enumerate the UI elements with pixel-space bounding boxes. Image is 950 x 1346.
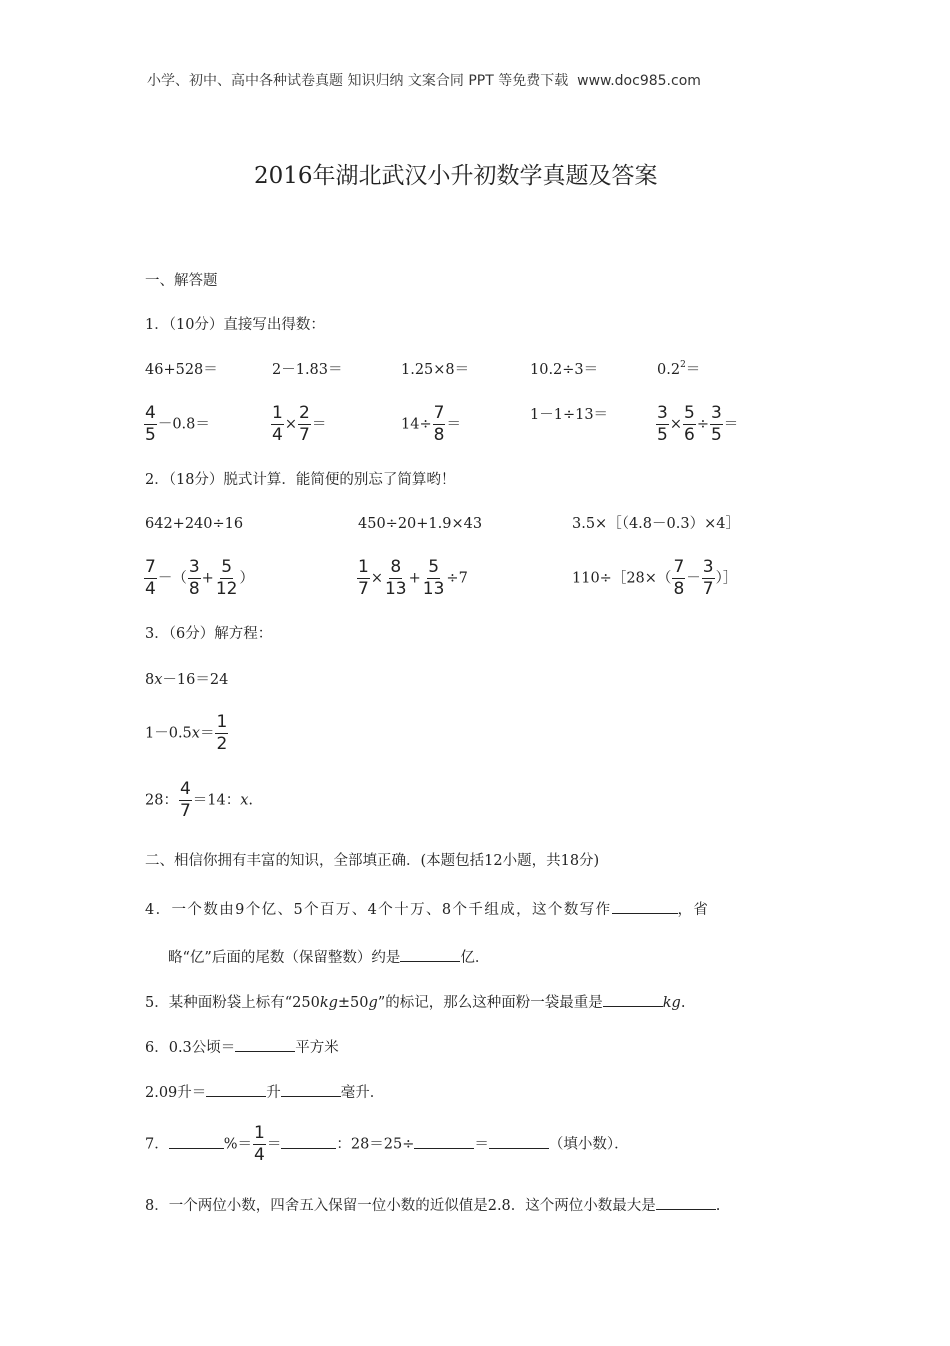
header-url[interactable]: www.doc985.com xyxy=(577,73,701,89)
fraction: $\frac{1}{4}$ xyxy=(272,403,283,445)
answer-blank[interactable] xyxy=(656,1194,716,1210)
q1-item-10: $\frac{3}{5}$ × $\frac{5}{6}$ ÷ $\frac{3}{5}$ ＝ xyxy=(657,403,739,445)
q3-equation-3: 28： $\frac{4}{7}$ ＝14：x. xyxy=(145,779,254,821)
q5: 5．某种面粉袋上标有“250kg±50g”的标记，那么这种面粉一袋最重是 kg. xyxy=(145,991,685,1012)
fraction: $\frac{7}{8}$ xyxy=(673,557,685,599)
q1-item-3: 1.25×8＝ xyxy=(401,362,470,378)
q2-item-2: 450÷20+1.9×43 xyxy=(358,516,483,532)
q2-label: 2．（18分）脱式计算．能简便的别忘了简算哟！ xyxy=(145,472,456,488)
q6: 6．0.3公顷＝ 平方米 xyxy=(145,1036,339,1057)
answer-blank[interactable] xyxy=(603,991,663,1007)
q2-item-4: $\frac{7}{4}$ －（ $\frac{3}{8}$ + $\frac{5}{12}$ ） xyxy=(145,557,254,599)
q8: 8．一个两位小数，四舍五入保留一位小数的近似值是2.8．这个两位小数最大是 . xyxy=(145,1194,720,1215)
fraction: $\frac{7}{8}$ xyxy=(433,403,445,445)
answer-blank[interactable] xyxy=(612,898,678,914)
q3-equation-1: 8x－16＝24 xyxy=(145,672,229,688)
fraction: $\frac{3}{5}$ xyxy=(657,403,668,445)
q4-line-1: 4．一个数由9个亿、5个百万、4个十万、8个千组成，这个数写作 ，省 xyxy=(145,898,709,919)
q1-label: 1．（10分）直接写出得数： xyxy=(145,317,325,333)
answer-blank[interactable] xyxy=(400,946,460,962)
answer-blank[interactable] xyxy=(169,1133,224,1149)
q1-item-2: 2－1.83＝ xyxy=(272,362,343,378)
fraction: $\frac{5}{12}$ xyxy=(215,557,238,599)
fraction: $\frac{7}{4}$ xyxy=(145,557,156,599)
fraction: $\frac{3}{7}$ xyxy=(702,557,714,599)
fraction: $\frac{5}{13}$ xyxy=(422,557,445,599)
q7: 7． %＝ $\frac{1}{4}$ ＝ ：28＝25÷ ＝ （填小数）． xyxy=(145,1123,629,1165)
page-title: 2016年湖北武汉小升初数学真题及答案 xyxy=(254,163,658,189)
q2-item-5: $\frac{1}{7}$ × $\frac{8}{13}$ + $\frac{5}{13}$ ÷7 xyxy=(358,557,468,599)
q1-item-8: 14÷ $\frac{7}{8}$ ＝ xyxy=(401,403,461,445)
fraction: $\frac{1}{4}$ xyxy=(254,1123,265,1165)
q3-label: 3．（6分）解方程： xyxy=(145,626,273,642)
fraction: $\frac{3}{5}$ xyxy=(710,403,722,445)
fraction: $\frac{2}{7}$ xyxy=(298,403,310,445)
fraction: $\frac{5}{6}$ xyxy=(683,403,695,445)
answer-blank[interactable] xyxy=(206,1081,266,1097)
section-1-heading: 一、解答题 xyxy=(145,273,218,289)
fraction: $\frac{4}{7}$ xyxy=(179,779,191,821)
q1-item-7: $\frac{1}{4}$ × $\frac{2}{7}$ ＝ xyxy=(272,403,327,445)
fraction: $\frac{1}{2}$ xyxy=(216,712,228,754)
fraction: $\frac{4}{5}$ xyxy=(145,403,156,445)
answer-blank[interactable] xyxy=(235,1036,295,1052)
answer-blank[interactable] xyxy=(281,1133,336,1149)
q6-part-2: 2.09升＝ 升 毫升． xyxy=(145,1081,384,1102)
header-site-text: 小学、初中、高中各种试卷真题 知识归纳 文案合同 PPT 等免费下载 xyxy=(147,73,569,89)
q1-item-5: $0.2^2=$ xyxy=(657,360,701,378)
answer-blank[interactable] xyxy=(281,1081,341,1097)
section-2-heading: 二、相信你拥有丰富的知识，全部填正确．(本题包括12小题，共18分) xyxy=(145,853,600,869)
q1-item-4: 10.2÷3＝ xyxy=(530,362,599,378)
page-header xyxy=(147,70,701,90)
fraction: $\frac{1}{7}$ xyxy=(358,557,369,599)
q4-line-2: 略“亿”后面的尾数（保留整数）约是 亿． xyxy=(168,946,489,967)
answer-blank[interactable] xyxy=(489,1133,549,1149)
q2-item-1: 642+240÷16 xyxy=(145,516,244,532)
answer-blank[interactable] xyxy=(414,1133,474,1149)
fraction: $\frac{3}{8}$ xyxy=(188,557,200,599)
q3-equation-2: 1－0.5x＝ $\frac{1}{2}$ xyxy=(145,712,228,754)
q1-item-9: 1－1÷13＝ xyxy=(530,407,609,423)
q2-item-3: 3.5×［（4.8－0.3）×4］ xyxy=(572,516,740,532)
fraction: $\frac{8}{13}$ xyxy=(384,557,407,599)
q1-item-1: 46+528＝ xyxy=(145,362,218,378)
q2-item-6: 110÷［28×（ $\frac{7}{8}$ － $\frac{3}{7}$ ）］ xyxy=(572,557,738,599)
q1-item-6: $\frac{4}{5}$ －0.8＝ xyxy=(145,403,210,445)
